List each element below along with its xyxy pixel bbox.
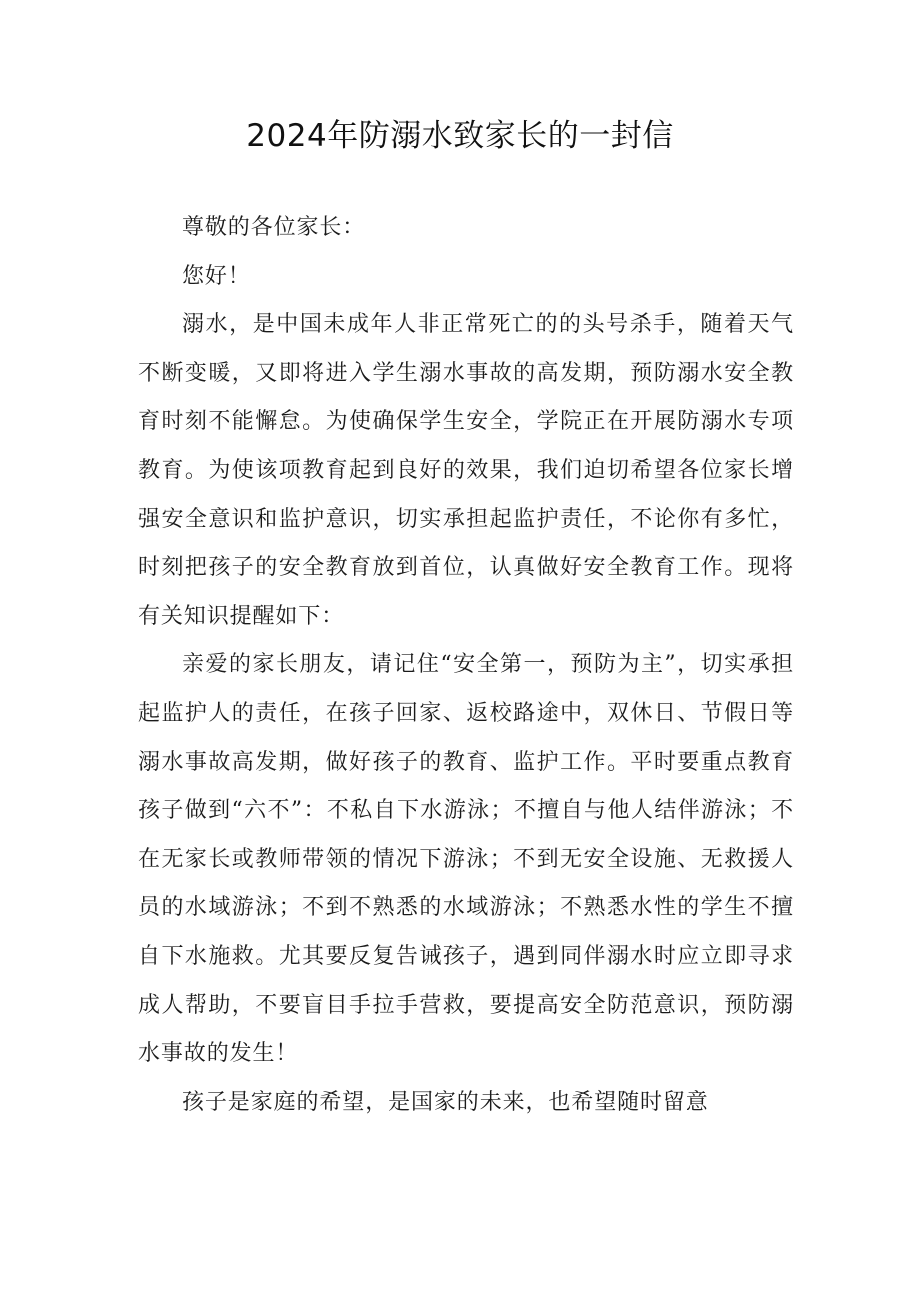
document-title: 2024年防溺水致家长的一封信: [246, 118, 674, 154]
salutation: 尊敬的各位家长：: [182, 215, 366, 240]
paragraph-safety-rules: 亲爱的家长朋友，请记住“安全第一，预防为主”，切实承担起监护人的责任，在孩子回家、返校路途中，双休日、节假日等溺水事故高发期，做好孩子的教育、监护工作。平时要重点教育孩子做到“六不”：不私自下水游泳；不擅自与他人结伴游泳；不在无家长或教师带领的情况下游泳；不到无安全设施、无救援人员的水域游泳；不到不熟悉的水域游泳；不熟悉水性的学生不擅自下水施救。尤其要反复告诫孩子，遇到同伴溺水时应立即寻求成人帮助，不要盲目手拉手营救，要提高安全防范意识，预防溺水事故的发生！: [138, 652, 794, 1067]
paragraph-intro: 溺水，是中国未成年人非正常死亡的的头号杀手，随着天气不断变暖，又即将进入学生溺水事故的高发期，预防溺水安全教育时刻不能懈怠。为使确保学生安全，学院正在开展防溺水专项教育。为使该项教育起到良好的效果，我们迫切希望各位家长增强安全意识和监护意识，切实承担起监护责任，不论你有多忙，时刻把孩子的安全教育放到首位，认真做好安全教育工作。现将有关知识提醒如下：: [138, 312, 794, 629]
letter-body: [138, 204, 794, 1127]
greeting: 您好！: [182, 263, 251, 289]
paragraph-closing: 孩子是家庭的希望，是国家的未来，也希望随时留意: [182, 1089, 709, 1115]
